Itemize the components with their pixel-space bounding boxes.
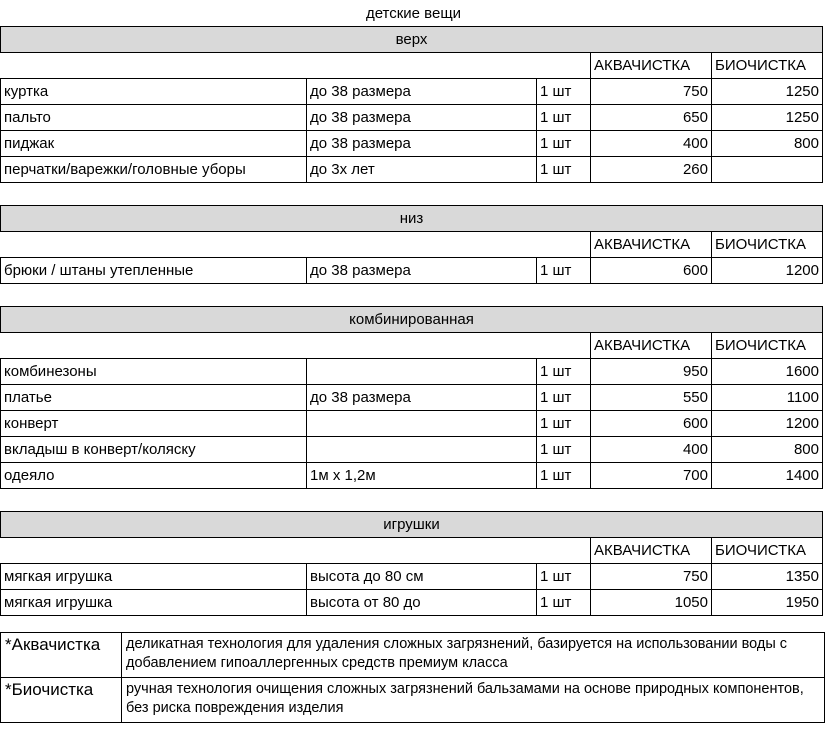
section-header [1, 307, 823, 333]
bio-price: 1600 [712, 359, 823, 385]
note-row [1, 678, 825, 723]
item-size: высота до 80 см [307, 564, 537, 590]
bio-column-header: БИОЧИСТКА [712, 232, 823, 258]
table-row [1, 105, 823, 131]
table-row [1, 463, 823, 489]
item-size: до 38 размера [307, 105, 537, 131]
section-header [1, 512, 823, 538]
empty-cell [1, 53, 591, 79]
aqua-price: 400 [591, 437, 712, 463]
aqua-price: 400 [591, 131, 712, 157]
item-name: куртка [1, 79, 307, 105]
section-title: верх [1, 27, 823, 53]
table-row [1, 131, 823, 157]
item-unit: 1 шт [537, 157, 591, 183]
table-row [1, 385, 823, 411]
item-name: комбинезоны [1, 359, 307, 385]
item-size: до 3х лет [307, 157, 537, 183]
page-title: детские вещи [365, 5, 462, 22]
bio-column-header: БИОЧИСТКА [712, 53, 823, 79]
item-name: мягкая игрушка [1, 564, 307, 590]
item-size [307, 359, 537, 385]
table-row [1, 590, 823, 616]
bio-price: 800 [712, 131, 823, 157]
bio-price: 1250 [712, 79, 823, 105]
bio-column-header: БИОЧИСТКА [712, 538, 823, 564]
section-spacer [1, 489, 823, 512]
bio-price: 1350 [712, 564, 823, 590]
aqua-price: 750 [591, 79, 712, 105]
column-header-row [1, 232, 823, 258]
bio-price: 1200 [712, 411, 823, 437]
aqua-price: 750 [591, 564, 712, 590]
item-unit: 1 шт [537, 105, 591, 131]
bio-column-header: БИОЧИСТКА [712, 333, 823, 359]
table-row [1, 359, 823, 385]
note-term: *Аквачистка [1, 633, 122, 678]
aqua-price: 1050 [591, 590, 712, 616]
aqua-price: 550 [591, 385, 712, 411]
section-title: игрушки [1, 512, 823, 538]
table-row [1, 79, 823, 105]
item-unit: 1 шт [537, 437, 591, 463]
item-size: до 38 размера [307, 385, 537, 411]
item-name: перчатки/варежки/головные уборы [1, 157, 307, 183]
aqua-column-header: АКВАЧИСТКА [591, 333, 712, 359]
item-name: мягкая игрушка [1, 590, 307, 616]
spacer-cell [1, 489, 823, 512]
note-term: *Биочистка [1, 678, 122, 723]
aqua-column-header: АКВАЧИСТКА [591, 538, 712, 564]
spacer-cell [1, 284, 823, 307]
item-size: до 38 размера [307, 258, 537, 284]
item-unit: 1 шт [537, 258, 591, 284]
item-unit: 1 шт [537, 79, 591, 105]
note-definition: деликатная технология для удаления сложных загрязнений, базируется на использовании воды с добавлением гипоаллергенных средств премиум класса [122, 633, 825, 678]
bio-price: 1250 [712, 105, 823, 131]
section-spacer [1, 284, 823, 307]
item-size: 1м х 1,2м [307, 463, 537, 489]
notes-table [0, 632, 825, 723]
item-unit: 1 шт [537, 564, 591, 590]
section-header [1, 206, 823, 232]
item-size: до 38 размера [307, 131, 537, 157]
column-header-row [1, 333, 823, 359]
item-unit: 1 шт [537, 411, 591, 437]
table-row [1, 157, 823, 183]
item-unit: 1 шт [537, 590, 591, 616]
bio-price: 1950 [712, 590, 823, 616]
aqua-price: 260 [591, 157, 712, 183]
note-row [1, 633, 825, 678]
table-row [1, 437, 823, 463]
bio-price [712, 157, 823, 183]
table-row [1, 564, 823, 590]
aqua-column-header: АКВАЧИСТКА [591, 232, 712, 258]
table-row [1, 258, 823, 284]
section-header [1, 27, 823, 53]
item-size [307, 411, 537, 437]
empty-cell [1, 232, 591, 258]
aqua-price: 600 [591, 258, 712, 284]
item-unit: 1 шт [537, 385, 591, 411]
item-name: конверт [1, 411, 307, 437]
item-name: платье [1, 385, 307, 411]
item-name: брюки / штаны утепленные [1, 258, 307, 284]
aqua-column-header: АКВАЧИСТКА [591, 53, 712, 79]
item-size: до 38 размера [307, 79, 537, 105]
section-spacer [1, 183, 823, 206]
empty-cell [1, 538, 591, 564]
item-unit: 1 шт [537, 359, 591, 385]
item-name: пиджак [1, 131, 307, 157]
section-title: низ [1, 206, 823, 232]
column-header-row [1, 53, 823, 79]
bio-price: 1200 [712, 258, 823, 284]
bio-price: 800 [712, 437, 823, 463]
aqua-price: 600 [591, 411, 712, 437]
aqua-price: 700 [591, 463, 712, 489]
column-header-row [1, 538, 823, 564]
item-name: вкладыш в конверт/коляску [1, 437, 307, 463]
item-unit: 1 шт [537, 463, 591, 489]
table-row [1, 411, 823, 437]
note-definition: ручная технология очищения сложных загрязнений бальзамами на основе природных компонентов, без риска повреждения изделия [122, 678, 825, 723]
empty-cell [1, 333, 591, 359]
item-size [307, 437, 537, 463]
item-name: пальто [1, 105, 307, 131]
spacer-cell [1, 183, 823, 206]
item-unit: 1 шт [537, 131, 591, 157]
section-title: комбинированная [1, 307, 823, 333]
aqua-price: 950 [591, 359, 712, 385]
bio-price: 1100 [712, 385, 823, 411]
price-table [0, 26, 823, 616]
item-name: одеяло [1, 463, 307, 489]
item-size: высота от 80 до [307, 590, 537, 616]
bio-price: 1400 [712, 463, 823, 489]
aqua-price: 650 [591, 105, 712, 131]
